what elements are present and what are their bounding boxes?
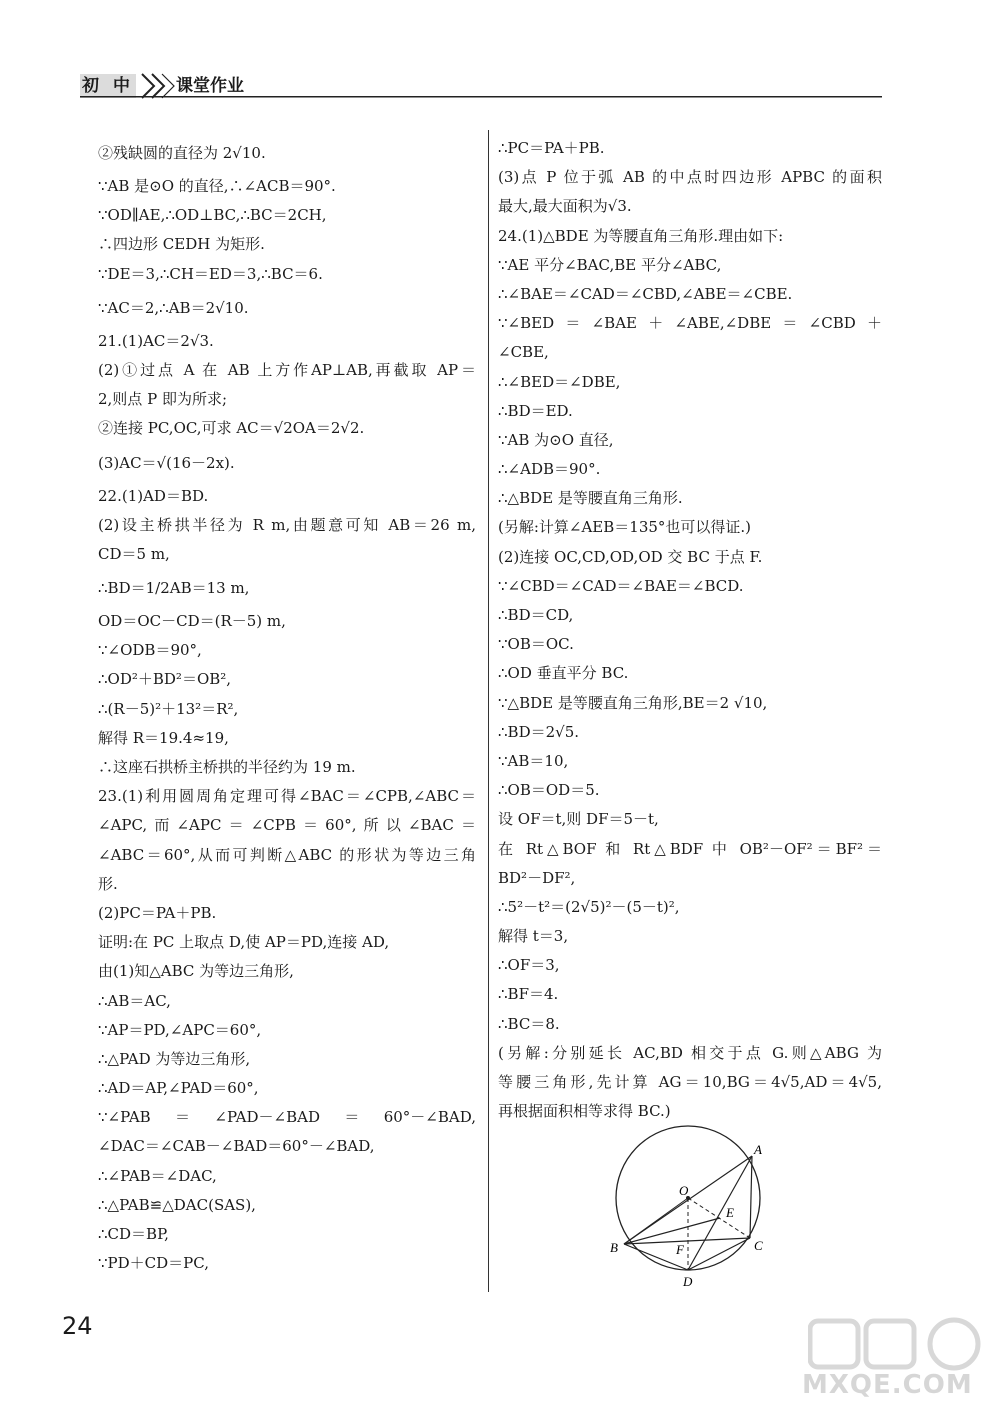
text-line: (3)点 P 位于弧 AB 的中点时四边形 APBC 的面积 — [498, 168, 882, 187]
text-line: 22.(1)AD＝BD. — [98, 486, 209, 505]
watermark-logo — [808, 1315, 988, 1371]
text-line: ∴PC＝PA＋PB. — [498, 139, 605, 157]
text-line: ∴BD＝1/2AB＝13 m, — [98, 579, 250, 598]
text-line: (2)①过点 A 在 AB 上方作AP⊥AB,再截取 AP＝ — [98, 360, 476, 379]
text-line: ∵AE 平分∠BAC,BE 平分∠ABC, — [498, 255, 722, 274]
text-line: ∴四边形 CEDH 为矩形. — [98, 235, 265, 254]
page-number: 24 — [62, 1312, 93, 1340]
text-line: ∴OF＝3, — [498, 956, 560, 975]
text-line: 24.(1)△BDE 为等腰直角三角形.理由如下: — [498, 226, 784, 245]
grade-badge: 初 中 — [80, 74, 136, 98]
text-line: (3)AC＝√(16－2x). — [98, 453, 235, 472]
text-line: ∠CBE, — [498, 343, 549, 362]
segment-oc — [688, 1198, 750, 1238]
text-line: 最大,最大面积为√3. — [498, 197, 632, 216]
text-line: CD＝5 m, — [98, 544, 170, 563]
text-line: ∴∠BED＝∠DBE, — [498, 372, 621, 391]
text-line: ∵∠ODB＝90°, — [98, 641, 202, 660]
text-line: ②连接 PC,OC,可求 AC＝√2OA＝2√2. — [98, 419, 365, 438]
text-line: ∴BD＝ED. — [498, 401, 573, 420]
left-column — [98, 134, 476, 1278]
text-line: ∴△PAD 为等边三角形, — [98, 1049, 251, 1068]
text-line: ∴OB＝OD＝5. — [498, 781, 600, 800]
text-line: ∠ABC＝60°,从而可判断△ABC 的形状为等边三角 — [98, 845, 476, 864]
text-line: ∠DAC＝∠CAB－∠BAD＝60°－∠BAD, — [98, 1137, 375, 1156]
watermark-text: MXQE.COM — [802, 1370, 973, 1400]
text-line: ∵OB＝OC. — [498, 635, 574, 654]
text-line: ∴OD 垂直平分 BC. — [498, 664, 629, 683]
text-line: ∵∠BED＝∠BAE＋∠ABE,∠DBE＝∠CBD＋ — [498, 314, 882, 333]
text-line: (2)连接 OC,CD,OD,OD 交 BC 于点 F. — [498, 547, 763, 566]
text-line: 等腰三角形,先计算 AG＝10,BG＝4√5,AD＝4√5, — [498, 1073, 882, 1091]
text-line: ∴BC＝8. — [498, 1014, 560, 1033]
text-line: ∵AP＝PD,∠APC＝60°, — [98, 1020, 262, 1039]
text-line: ∴AB＝AC, — [98, 991, 171, 1010]
text-line: ∴BD＝CD, — [498, 606, 574, 624]
text-line: 23.(1)利用圆周角定理可得∠BAC＝∠CPB,∠ABC＝ — [98, 787, 476, 806]
text-line: ∴BF＝4. — [498, 985, 559, 1004]
text-line: ∵∠PAB＝∠PAD－∠BAD＝60°－∠BAD, — [98, 1108, 476, 1127]
text-line: (另解:计算∠AEB＝135°也可以得证.) — [498, 518, 752, 537]
text-line: 解得 R＝19.4≈19, — [98, 728, 229, 747]
right-column — [498, 134, 882, 1126]
text-line: 在 Rt△BOF 和 Rt△BDF 中 OB²－OF²＝BF²＝ — [498, 839, 882, 858]
segment-ob — [624, 1198, 688, 1244]
text-line: ∵PD＋CD＝PC, — [98, 1254, 209, 1273]
text-line: ∴(R－5)²＋13²＝R², — [98, 699, 239, 718]
text-line: ∴AD＝AP,∠PAD＝60°, — [98, 1079, 259, 1098]
text-line: 解得 t＝3, — [498, 927, 569, 946]
text-line: 21.(1)AC＝2√3. — [98, 331, 214, 350]
text-line: ∴5²－t²＝(2√5)²－(5－t)², — [498, 897, 680, 916]
text-line: (2)设主桥拱半径为 R m,由题意可知 AB＝26 m, — [98, 515, 476, 534]
text-line: 形. — [98, 874, 118, 893]
text-line: ∴CD＝BP, — [98, 1225, 169, 1243]
text-line: ∴∠BAE＝∠CAD＝∠CBD,∠ABE＝∠CBE. — [498, 284, 793, 303]
section-title: 课堂作业 — [176, 76, 244, 96]
text-line: ∴∠PAB＝∠DAC, — [98, 1166, 217, 1185]
header-rule — [80, 96, 882, 99]
text-line: 由(1)知△ABC 为等边三角形, — [98, 962, 294, 981]
text-line: ∴△BDE 是等腰直角三角形. — [498, 489, 683, 508]
text-line: ∵∠CBD＝∠CAD＝∠BAE＝∠BCD. — [498, 576, 744, 595]
text-line: ∵AB＝10, — [498, 751, 569, 770]
text-line: ∵AB 是⊙O 的直径,∴∠ACB＝90°. — [98, 177, 336, 195]
point-label: B — [610, 1240, 618, 1255]
text-line: OD＝OC－CD＝(R－5) m, — [98, 612, 286, 631]
text-line: (2)PC＝PA＋PB. — [98, 903, 217, 922]
text-line: 设 OF＝t,则 DF＝5－t, — [498, 810, 659, 829]
column-divider — [488, 130, 489, 1292]
point-label: C — [754, 1238, 763, 1253]
geometry-figure — [608, 1118, 768, 1290]
text-line: ∵DE＝3,∴CH＝ED＝3,∴BC＝6. — [98, 264, 323, 283]
text-line: BD²－DF², — [498, 868, 576, 887]
text-line: ∵OD∥AE,∴OD⊥BC,∴BC＝2CH, — [98, 206, 327, 225]
point-label: F — [676, 1242, 684, 1257]
text-line: ∴BD＝2√5. — [498, 722, 580, 741]
text-line: ∴∠ADB＝90°. — [498, 460, 601, 479]
point-label: D — [683, 1274, 693, 1289]
text-line: 2,则点 P 即为所求; — [98, 390, 227, 409]
text-line: 再根据面积相等求得 BC.) — [498, 1102, 671, 1121]
text-line: ∵△BDE 是等腰直角三角形,BE＝2 √10, — [498, 693, 768, 712]
point-label: E — [726, 1205, 734, 1220]
text-line: ∴OD²＋BD²＝OB², — [98, 670, 232, 689]
text-line: 证明:在 PC 上取点 D,使 AP＝PD,连接 AD, — [98, 933, 390, 952]
text-line: (另解:分别延长 AC,BD 相交于点 G.则△ABG 为 — [498, 1043, 882, 1062]
segment-ac — [750, 1156, 752, 1238]
point-label: A — [754, 1142, 762, 1157]
point-label: O — [679, 1183, 689, 1198]
text-line: ∠APC,而∠APC＝∠CPB＝60°,所以∠BAC＝ — [98, 816, 476, 835]
text-line: ∴△PAB≌△DAC(SAS), — [98, 1195, 256, 1214]
text-line: ∴这座石拱桥主桥拱的半径约为 19 m. — [98, 758, 356, 776]
text-line: ∵AB 为⊙O 直径, — [498, 430, 614, 449]
text-line: ∵AC＝2,∴AB＝2√10. — [98, 298, 249, 317]
text-line: ②残缺圆的直径为 2√10. — [98, 144, 266, 162]
